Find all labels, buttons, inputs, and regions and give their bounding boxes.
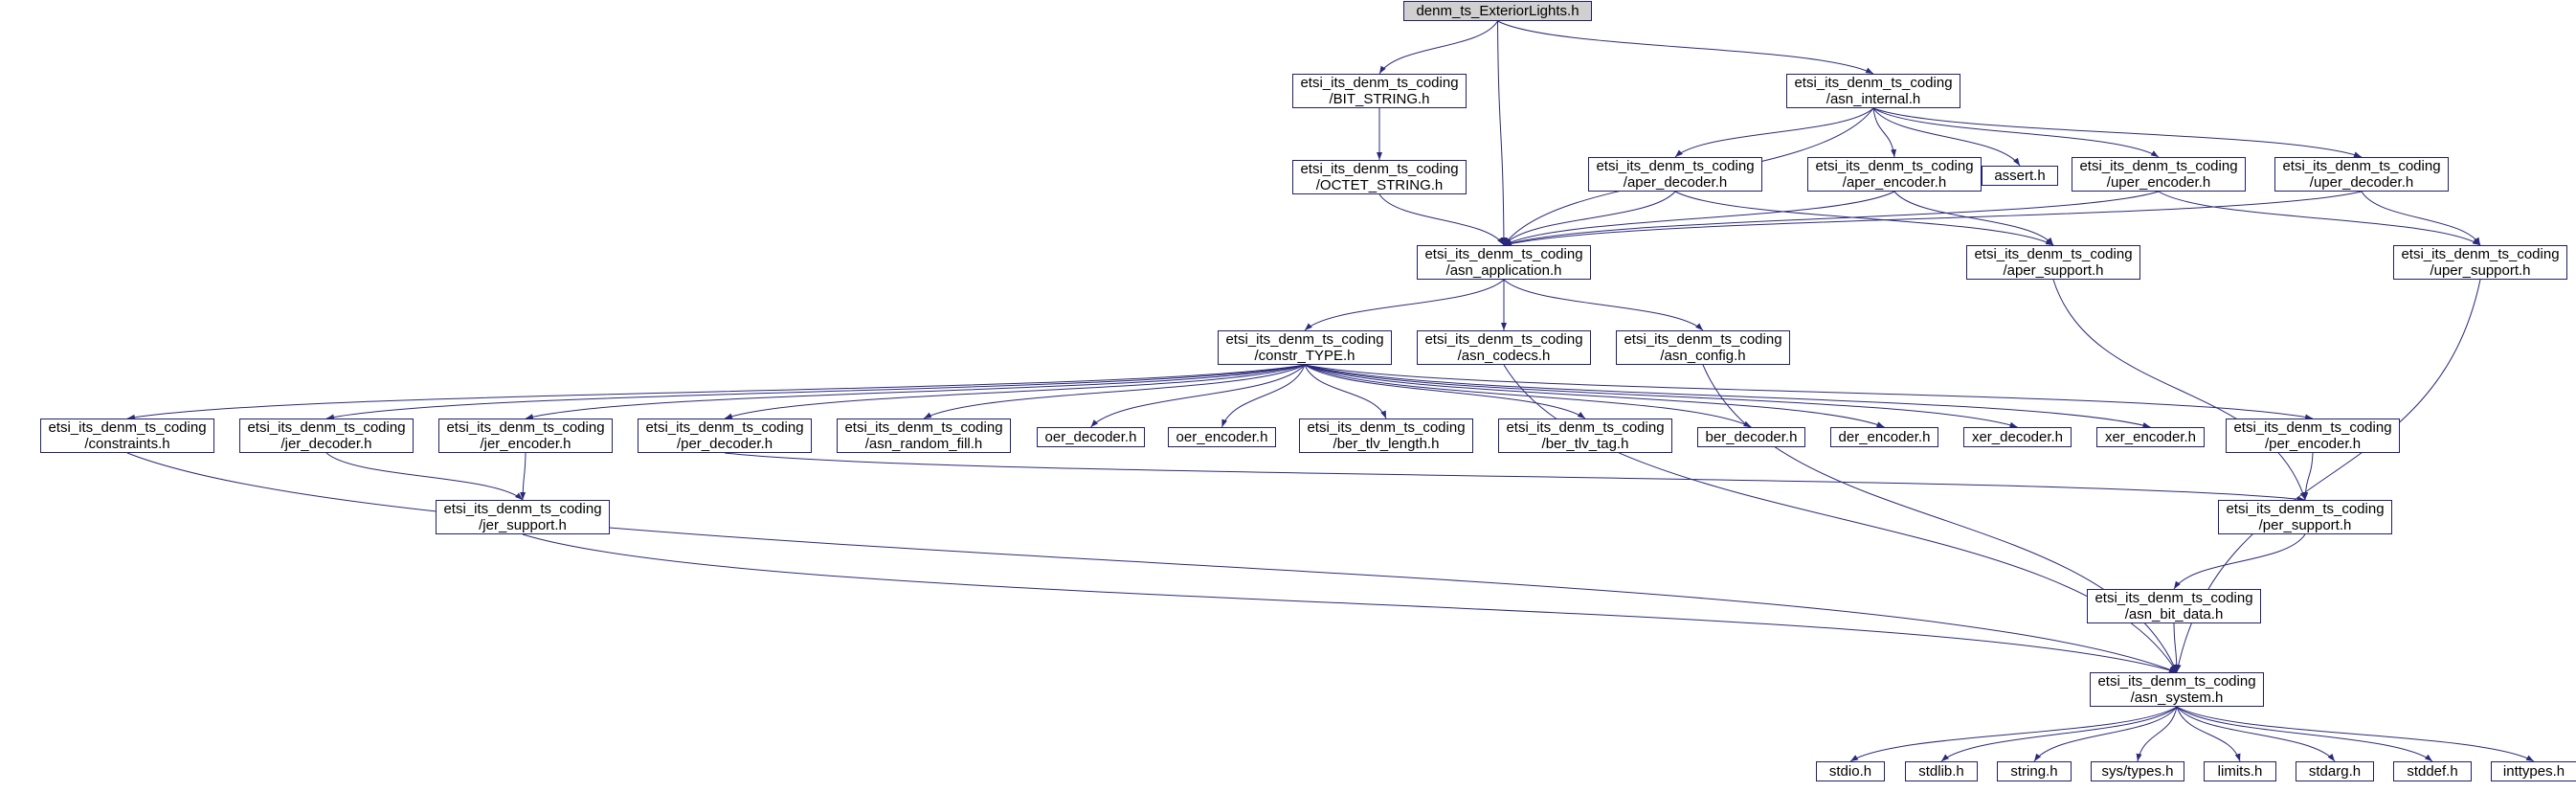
graph-node-label: assert.h	[1994, 168, 2046, 184]
graph-node-oer_decoder[interactable]	[1037, 427, 1145, 447]
graph-node-label: /constr_TYPE.h	[1254, 348, 1355, 364]
graph-node-asn_random_fill[interactable]	[837, 419, 1011, 453]
graph-node-label: etsi_its_denm_ts_coding	[1624, 331, 1782, 348]
graph-node-aper_support[interactable]	[1966, 245, 2140, 280]
graph-edge-constr_TYPE-to-oer_decoder	[1091, 365, 1306, 427]
graph-node-label: xer_encoder.h	[2104, 429, 2197, 445]
graph-edge-jer_decoder-to-jer_support	[326, 453, 523, 500]
graph-node-octet_string[interactable]	[1292, 160, 1467, 194]
graph-node-label: etsi_its_denm_ts_coding	[645, 419, 804, 436]
graph-node-label: sys/types.h	[2101, 763, 2174, 780]
graph-edge-constr_TYPE-to-jer_encoder	[526, 365, 1305, 419]
graph-node-xer_decoder[interactable]	[1963, 427, 2072, 447]
graph-node-label: /asn_random_fill.h	[864, 436, 983, 452]
graph-node-label: etsi_its_denm_ts_coding	[1300, 75, 1459, 91]
graph-node-label: /asn_config.h	[1660, 348, 1746, 364]
graph-edge-aper_support-to-per_support	[2053, 280, 2305, 500]
graph-edge-asn_config-to-asn_system	[1703, 365, 2177, 672]
graph-edge-aper_decoder-to-aper_support	[1675, 192, 2053, 245]
graph-edge-jer_encoder-to-jer_support	[523, 453, 526, 500]
graph-node-label: /per_support.h	[2258, 517, 2352, 533]
graph-node-label: /asn_system.h	[2130, 690, 2224, 706]
graph-node-label: /uper_decoder.h	[2309, 174, 2414, 191]
graph-node-label: etsi_its_denm_ts_coding	[1794, 75, 1953, 91]
graph-node-label: etsi_its_denm_ts_coding	[1596, 158, 1755, 174]
graph-edge-root-to-asn_application	[1498, 21, 1505, 245]
graph-edge-asn_system-to-stdlib	[1941, 707, 2177, 761]
graph-node-asn_config[interactable]	[1616, 330, 1790, 365]
graph-node-label: etsi_its_denm_ts_coding	[2401, 246, 2560, 262]
graph-node-label: /aper_support.h	[2003, 262, 2104, 279]
graph-node-stdlib[interactable]	[1905, 761, 1978, 781]
graph-node-label: /asn_application.h	[1445, 262, 1562, 279]
graph-edge-constr_TYPE-to-constraints	[127, 365, 1305, 419]
graph-node-label: /per_decoder.h	[676, 436, 773, 452]
graph-node-label: /jer_support.h	[479, 517, 567, 533]
graph-edge-root-to-asn_internal	[1498, 21, 1874, 74]
graph-node-label: denm_ts_ExteriorLights.h	[1416, 3, 1579, 19]
graph-node-bit_string[interactable]	[1292, 74, 1467, 108]
graph-node-oer_encoder[interactable]	[1168, 427, 1276, 447]
graph-node-label: etsi_its_denm_ts_coding	[1424, 331, 1583, 348]
graph-node-label: /asn_bit_data.h	[2124, 606, 2224, 622]
graph-node-label: etsi_its_denm_ts_coding	[1424, 246, 1583, 262]
graph-node-per_encoder[interactable]	[2226, 419, 2400, 453]
graph-edge-asn_application-to-constr_TYPE	[1305, 280, 1504, 330]
graph-node-label: /jer_encoder.h	[480, 436, 571, 452]
graph-edge-asn_bit_data-to-asn_system	[2174, 623, 2177, 672]
graph-node-label: xer_decoder.h	[1971, 429, 2064, 445]
graph-node-label: inttypes.h	[2502, 763, 2565, 780]
graph-node-constraints[interactable]	[40, 419, 214, 453]
graph-node-label: etsi_its_denm_ts_coding	[844, 419, 1003, 436]
graph-node-label: etsi_its_denm_ts_coding	[1974, 246, 2133, 262]
graph-edge-per_decoder-to-per_support	[725, 453, 2305, 500]
graph-node-label: etsi_its_denm_ts_coding	[443, 501, 602, 517]
graph-node-label: /aper_encoder.h	[1842, 174, 1947, 191]
graph-node-label: /OCTET_STRING.h	[1315, 177, 1444, 193]
graph-node-constr_TYPE[interactable]	[1218, 330, 1392, 365]
graph-node-uper_encoder[interactable]	[2072, 157, 2246, 192]
graph-edge-jer_support-to-asn_system	[523, 534, 2177, 672]
graph-node-label: /per_encoder.h	[2264, 436, 2362, 452]
graph-edge-uper_decoder-to-asn_application	[1504, 192, 2362, 245]
graph-node-aper_encoder[interactable]	[1807, 157, 1982, 192]
graph-node-stdio[interactable]	[1816, 761, 1885, 781]
graph-edge-octet_string-to-asn_application	[1379, 194, 1504, 245]
graph-node-root[interactable]	[1403, 1, 1592, 21]
graph-node-label: oer_encoder.h	[1176, 429, 1268, 445]
graph-node-label: etsi_its_denm_ts_coding	[2282, 158, 2441, 174]
graph-node-label: /asn_codecs.h	[1457, 348, 1551, 364]
graph-node-label: stdio.h	[1828, 763, 1872, 780]
graph-node-string[interactable]	[1997, 761, 2072, 781]
graph-node-label: etsi_its_denm_ts_coding	[48, 419, 207, 436]
graph-node-label: etsi_its_denm_ts_coding	[1300, 161, 1459, 177]
graph-node-sys_types[interactable]	[2091, 761, 2184, 781]
graph-node-asn_codecs[interactable]	[1417, 330, 1591, 365]
graph-edge-asn_system-to-stddef	[2177, 707, 2432, 761]
graph-node-xer_encoder[interactable]	[2096, 427, 2205, 447]
graph-node-label: /BIT_STRING.h	[1329, 91, 1430, 107]
graph-node-per_support[interactable]	[2218, 500, 2392, 534]
graph-edge-uper_encoder-to-uper_support	[2159, 192, 2480, 245]
graph-edge-constr_TYPE-to-jer_decoder	[326, 365, 1305, 419]
graph-node-label: /ber_tlv_tag.h	[1541, 436, 1629, 452]
graph-node-label: /constraints.h	[84, 436, 170, 452]
graph-node-label: etsi_its_denm_ts_coding	[446, 419, 605, 436]
graph-node-label: string.h	[2010, 763, 2058, 780]
graph-node-jer_decoder[interactable]	[239, 419, 414, 453]
graph-node-uper_support[interactable]	[2393, 245, 2567, 280]
graph-edge-constraints-to-asn_system	[127, 453, 2177, 672]
graph-node-label: ber_decoder.h	[1705, 429, 1798, 445]
graph-node-ber_decoder[interactable]	[1697, 427, 1805, 447]
graph-edge-asn_system-to-stdio	[1850, 707, 2177, 761]
graph-node-der_encoder[interactable]	[1830, 427, 1938, 447]
graph-node-label: etsi_its_denm_ts_coding	[2233, 419, 2392, 436]
graph-edge-asn_application-to-asn_config	[1504, 280, 1703, 330]
graph-edge-per_support-to-asn_bit_data	[2174, 534, 2305, 589]
graph-node-label: /uper_encoder.h	[2106, 174, 2211, 191]
graph-edge-uper_encoder-to-asn_application	[1504, 192, 2159, 245]
graph-node-limits[interactable]	[2204, 761, 2276, 781]
graph-edge-root-to-bit_string	[1379, 21, 1498, 74]
graph-node-label: etsi_its_denm_ts_coding	[1815, 158, 1974, 174]
graph-node-jer_encoder[interactable]	[438, 419, 613, 453]
graph-node-label: etsi_its_denm_ts_coding	[247, 419, 406, 436]
graph-node-asn_system[interactable]	[2090, 672, 2264, 707]
graph-node-label: etsi_its_denm_ts_coding	[2094, 590, 2253, 606]
graph-node-asn_application[interactable]	[1417, 245, 1591, 280]
graph-edge-uper_decoder-to-uper_support	[2362, 192, 2480, 245]
graph-edge-asn_system-to-inttypes	[2177, 707, 2534, 761]
graph-node-label: /asn_internal.h	[1826, 91, 1921, 107]
graph-node-aper_decoder[interactable]	[1588, 157, 1762, 192]
graph-edge-per_encoder-to-per_support	[2305, 453, 2313, 500]
graph-node-label: etsi_its_denm_ts_coding	[1307, 419, 1466, 436]
graph-node-uper_decoder[interactable]	[2274, 157, 2449, 192]
graph-node-label: etsi_its_denm_ts_coding	[1506, 419, 1665, 436]
graph-node-asn_internal[interactable]	[1786, 74, 1960, 108]
graph-node-label: etsi_its_denm_ts_coding	[2226, 501, 2385, 517]
graph-node-label: /uper_support.h	[2430, 262, 2531, 279]
graph-node-inttypes[interactable]	[2491, 761, 2576, 781]
graph-edge-asn_codecs-to-asn_system	[1504, 365, 2177, 672]
graph-node-ber_tlv_tag[interactable]	[1498, 419, 1672, 453]
graph-node-jer_support[interactable]	[436, 500, 610, 534]
graph-node-label: stdlib.h	[1918, 763, 1964, 780]
graph-node-ber_tlv_length[interactable]	[1299, 419, 1473, 453]
graph-node-stdarg[interactable]	[2296, 761, 2374, 781]
graph-edge-asn_internal-to-uper_decoder	[1873, 108, 2362, 157]
graph-node-label: /ber_tlv_length.h	[1333, 436, 1440, 452]
graph-node-label: stddef.h	[2407, 763, 2458, 780]
graph-node-label: oer_decoder.h	[1044, 429, 1137, 445]
graph-node-asn_bit_data[interactable]	[2087, 589, 2261, 623]
graph-node-assert[interactable]	[1982, 166, 2058, 186]
graph-node-label: limits.h	[2217, 763, 2263, 780]
graph-node-label: /aper_decoder.h	[1623, 174, 1728, 191]
graph-edge-constr_TYPE-to-per_encoder	[1305, 365, 2313, 419]
graph-node-label: /jer_decoder.h	[280, 436, 372, 452]
graph-node-per_decoder[interactable]	[638, 419, 812, 453]
graph-node-label: der_encoder.h	[1838, 429, 1931, 445]
graph-node-label: etsi_its_denm_ts_coding	[2079, 158, 2238, 174]
graph-node-stddef[interactable]	[2393, 761, 2472, 781]
graph-node-label: stdarg.h	[2308, 763, 2362, 780]
graph-node-label: etsi_its_denm_ts_coding	[1225, 331, 1384, 348]
graph-node-label: etsi_its_denm_ts_coding	[2097, 673, 2256, 690]
